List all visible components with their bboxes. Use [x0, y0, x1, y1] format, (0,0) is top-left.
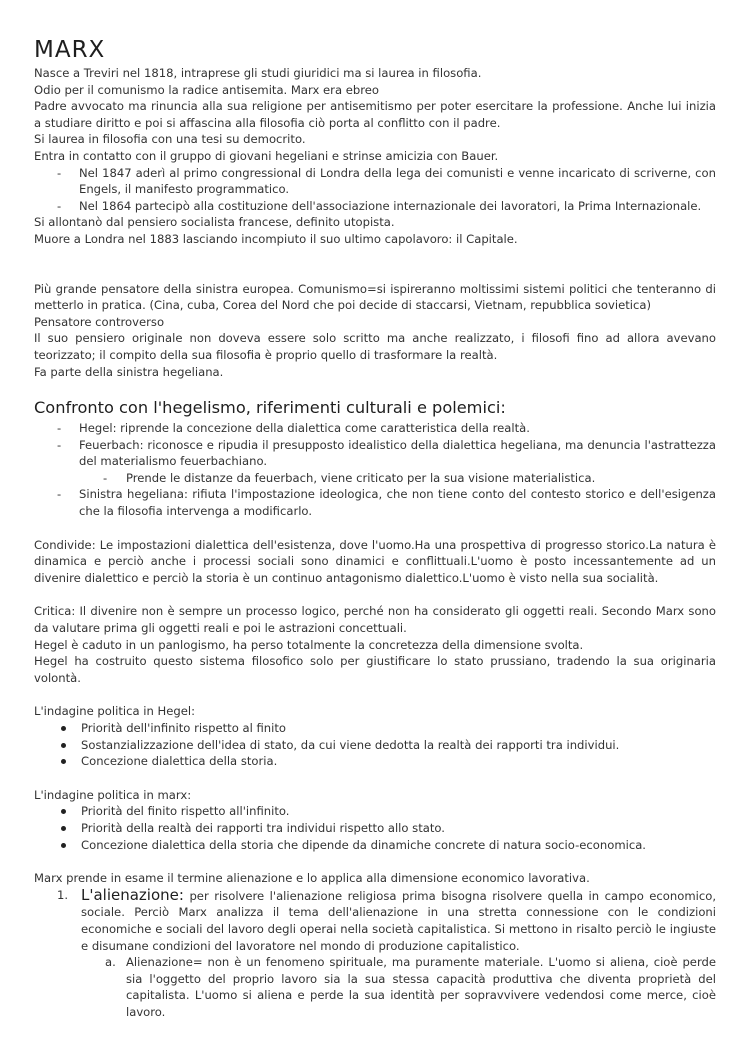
list-item: - Nel 1864 partecipò alla costituzione dell'associazione internazionale dei lavoratori, la Prima Internazionale.	[57, 198, 702, 213]
dash-marker: -	[57, 437, 62, 452]
condivide-paragraph: Condivide: Le impostazioni dialettica dell'esistenza, dove l'uomo.Ha una prospettiva di progresso storico.La natura è dinamica e perciò anche i processi sociali sono dinamici e conflittuali.L'uomo è posto incessantemente ad un divenire dialettico e perciò la storia è un continuo antagonismo dialettico.L'uomo è visto nella sua socialità.	[34, 537, 716, 585]
bullet-dot	[61, 809, 66, 814]
list-item: - Prende le distanze da feuerbach, viene criticato per la sua visione materialistica.	[103, 470, 596, 485]
paragraph: Più grande pensatore della sinistra europea. Comunismo=si ispireranno moltissimi sistemi politici che tenteranno di metterlo in pratica. (Cina, cuba, Corea del Nord che poi decide di staccarsi, Vietnam, repubblica sovietica)	[34, 281, 716, 313]
bio-line: Muore a Londra nel 1883 lasciando incompiuto il suo ultimo capolavoro: il Capitale.	[34, 231, 518, 246]
letter-marker: a.	[105, 955, 116, 970]
list-item: - Nel 1847 aderì al primo congressional di Londra della lega dei comunisti e venne incaricato di scriverne, con Engels, il manifesto programmatico.	[57, 165, 716, 197]
bullet-dot	[61, 726, 66, 731]
bullet-dot	[61, 826, 66, 831]
dash-marker: -	[57, 487, 62, 502]
bullet-dot	[61, 743, 66, 748]
bio-line: Entra in contatto con il gruppo di giovani hegeliani e strinse amicizia con Bauer.	[34, 148, 499, 163]
list-item	[34, 887, 716, 1021]
confronto-list	[34, 420, 716, 520]
list-item: a. Alienazione= non è un fenomeno spirituale, ma puramente materiale. L'uomo si aliena, cioè perde sia l'oggetto del proprio lavoro sia la sua stessa capacità produttiva che diventa proprietà del capitalista. L'uomo si aliena e perde la sua identità per sopravvivere vedendosi come merce, cioè lavoro.	[105, 955, 716, 1019]
list-item: Concezione dialettica della storia.	[34, 753, 716, 770]
paragraph: Il suo pensiero originale non doveva essere solo scritto ma anche realizzato, i filosofi fino ad allora avevano teorizzato; il compito della sua filosofia è proprio quello di trasformare la realtà.	[34, 331, 716, 362]
hegel-politica-heading: L'indagine politica in Hegel:	[34, 704, 195, 719]
alienazione-heading: L'alienazione:	[81, 885, 184, 904]
list-item: Concezione dialettica della storia che dipende da dinamiche concrete di natura socio-economica.	[34, 837, 716, 854]
dash-marker: -	[57, 165, 62, 180]
bio-line: Si laurea in filosofia con una tesi su democrito.	[34, 132, 306, 147]
intro-section	[34, 281, 716, 381]
bio-list	[34, 165, 716, 215]
bio-line: Odio per il comunismo la radice antisemita. Marx era ebreo	[34, 82, 379, 97]
number-marker: 1.	[57, 887, 69, 902]
alienazione-sublist	[81, 954, 716, 1020]
bio-line: Padre avvocato ma rinuncia alla sua religione per antisemitismo per poter esercitare la professione. Anche lui inizia a studiare diritto e poi si affascina alla filosofia ciò porta al conflitto con il padre.	[34, 99, 716, 130]
critica-paragraph: Critica: Il divenire non è sempre un processo logico, perché non ha considerato gli oggetti reali. Secondo Marx sono da valutare prima gli oggetti reali e poi le astrazioni concettuali.	[34, 604, 716, 636]
hegel-politica-list	[34, 720, 716, 770]
dash-marker: -	[103, 470, 108, 485]
list-item: Priorità del finito rispetto all'infinito.	[34, 803, 716, 820]
alienazione-list	[34, 887, 716, 1021]
bullet-dot	[61, 759, 66, 764]
dash-marker: -	[57, 198, 62, 213]
biography	[34, 65, 716, 248]
page-title: MARX	[34, 37, 106, 63]
list-item: Priorità dell'infinito rispetto al finito	[34, 720, 716, 737]
list-item: Sostanzializzazione dell'idea di stato, da cui viene dedotta la realtà dei rapporti tra individui.	[34, 737, 716, 754]
list-item: - Feuerbach: riconosce e ripudia il presupposto idealistico della dialettica hegeliana, ma denuncia l'astrattezza del materialismo feuerbachiano.	[57, 437, 716, 469]
marx-politica-heading: L'indagine politica in marx:	[34, 787, 192, 802]
section-heading: Confronto con l'hegelismo, riferimenti culturali e polemici:	[34, 398, 506, 418]
paragraph: Hegel è caduto in un panlogismo, ha perso totalmente la concretezza della dimensione svolta.	[34, 637, 584, 652]
document-page	[34, 36, 716, 1021]
bio-line: Nasce a Treviri nel 1818, intraprese gli studi giuridici ma si laurea in filosofia.	[34, 66, 482, 80]
bio-line: Si allontanò dal pensiero socialista francese, definito utopista.	[34, 215, 395, 230]
bullet-dot	[61, 843, 66, 848]
paragraph: Fa parte della sinistra hegeliana.	[34, 364, 224, 379]
list-item: - Sinistra hegeliana: rifiuta l'impostazione ideologica, che non tiene conto del contesto storico e dell'esigenza che la filosofia intervenga a modificarlo.	[57, 487, 716, 519]
paragraph: Hegel ha costruito questo sistema filosofico solo per giustificare lo stato prussiano, tradendo la sua originaria volontà.	[34, 654, 716, 685]
list-item: Priorità della realtà dei rapporti tra individui rispetto allo stato.	[34, 820, 716, 837]
alienazione-intro: Marx prende in esame il termine alienazione e lo applica alla dimensione economico lavorativa.	[34, 871, 590, 886]
marx-politica-list	[34, 803, 716, 853]
alienazione-text: per risolvere l'alienazione religiosa prima bisogna risolvere quella in campo economico, sociale. Perciò Marx analizza il tema dell'alienazione in una stretta connessione con le condizioni economiche e sociali del lavoro degli operai nella società capitalistica. Si mettono in risalto perciò le ingiuste e disumane condizioni del lavoratore nel mondo di produzione capitalistico.	[81, 888, 717, 953]
dash-marker: -	[57, 421, 62, 436]
paragraph: Pensatore controverso	[34, 314, 165, 329]
list-item: - Hegel: riprende la concezione della dialettica come caratteristica della realtà.	[57, 421, 530, 436]
